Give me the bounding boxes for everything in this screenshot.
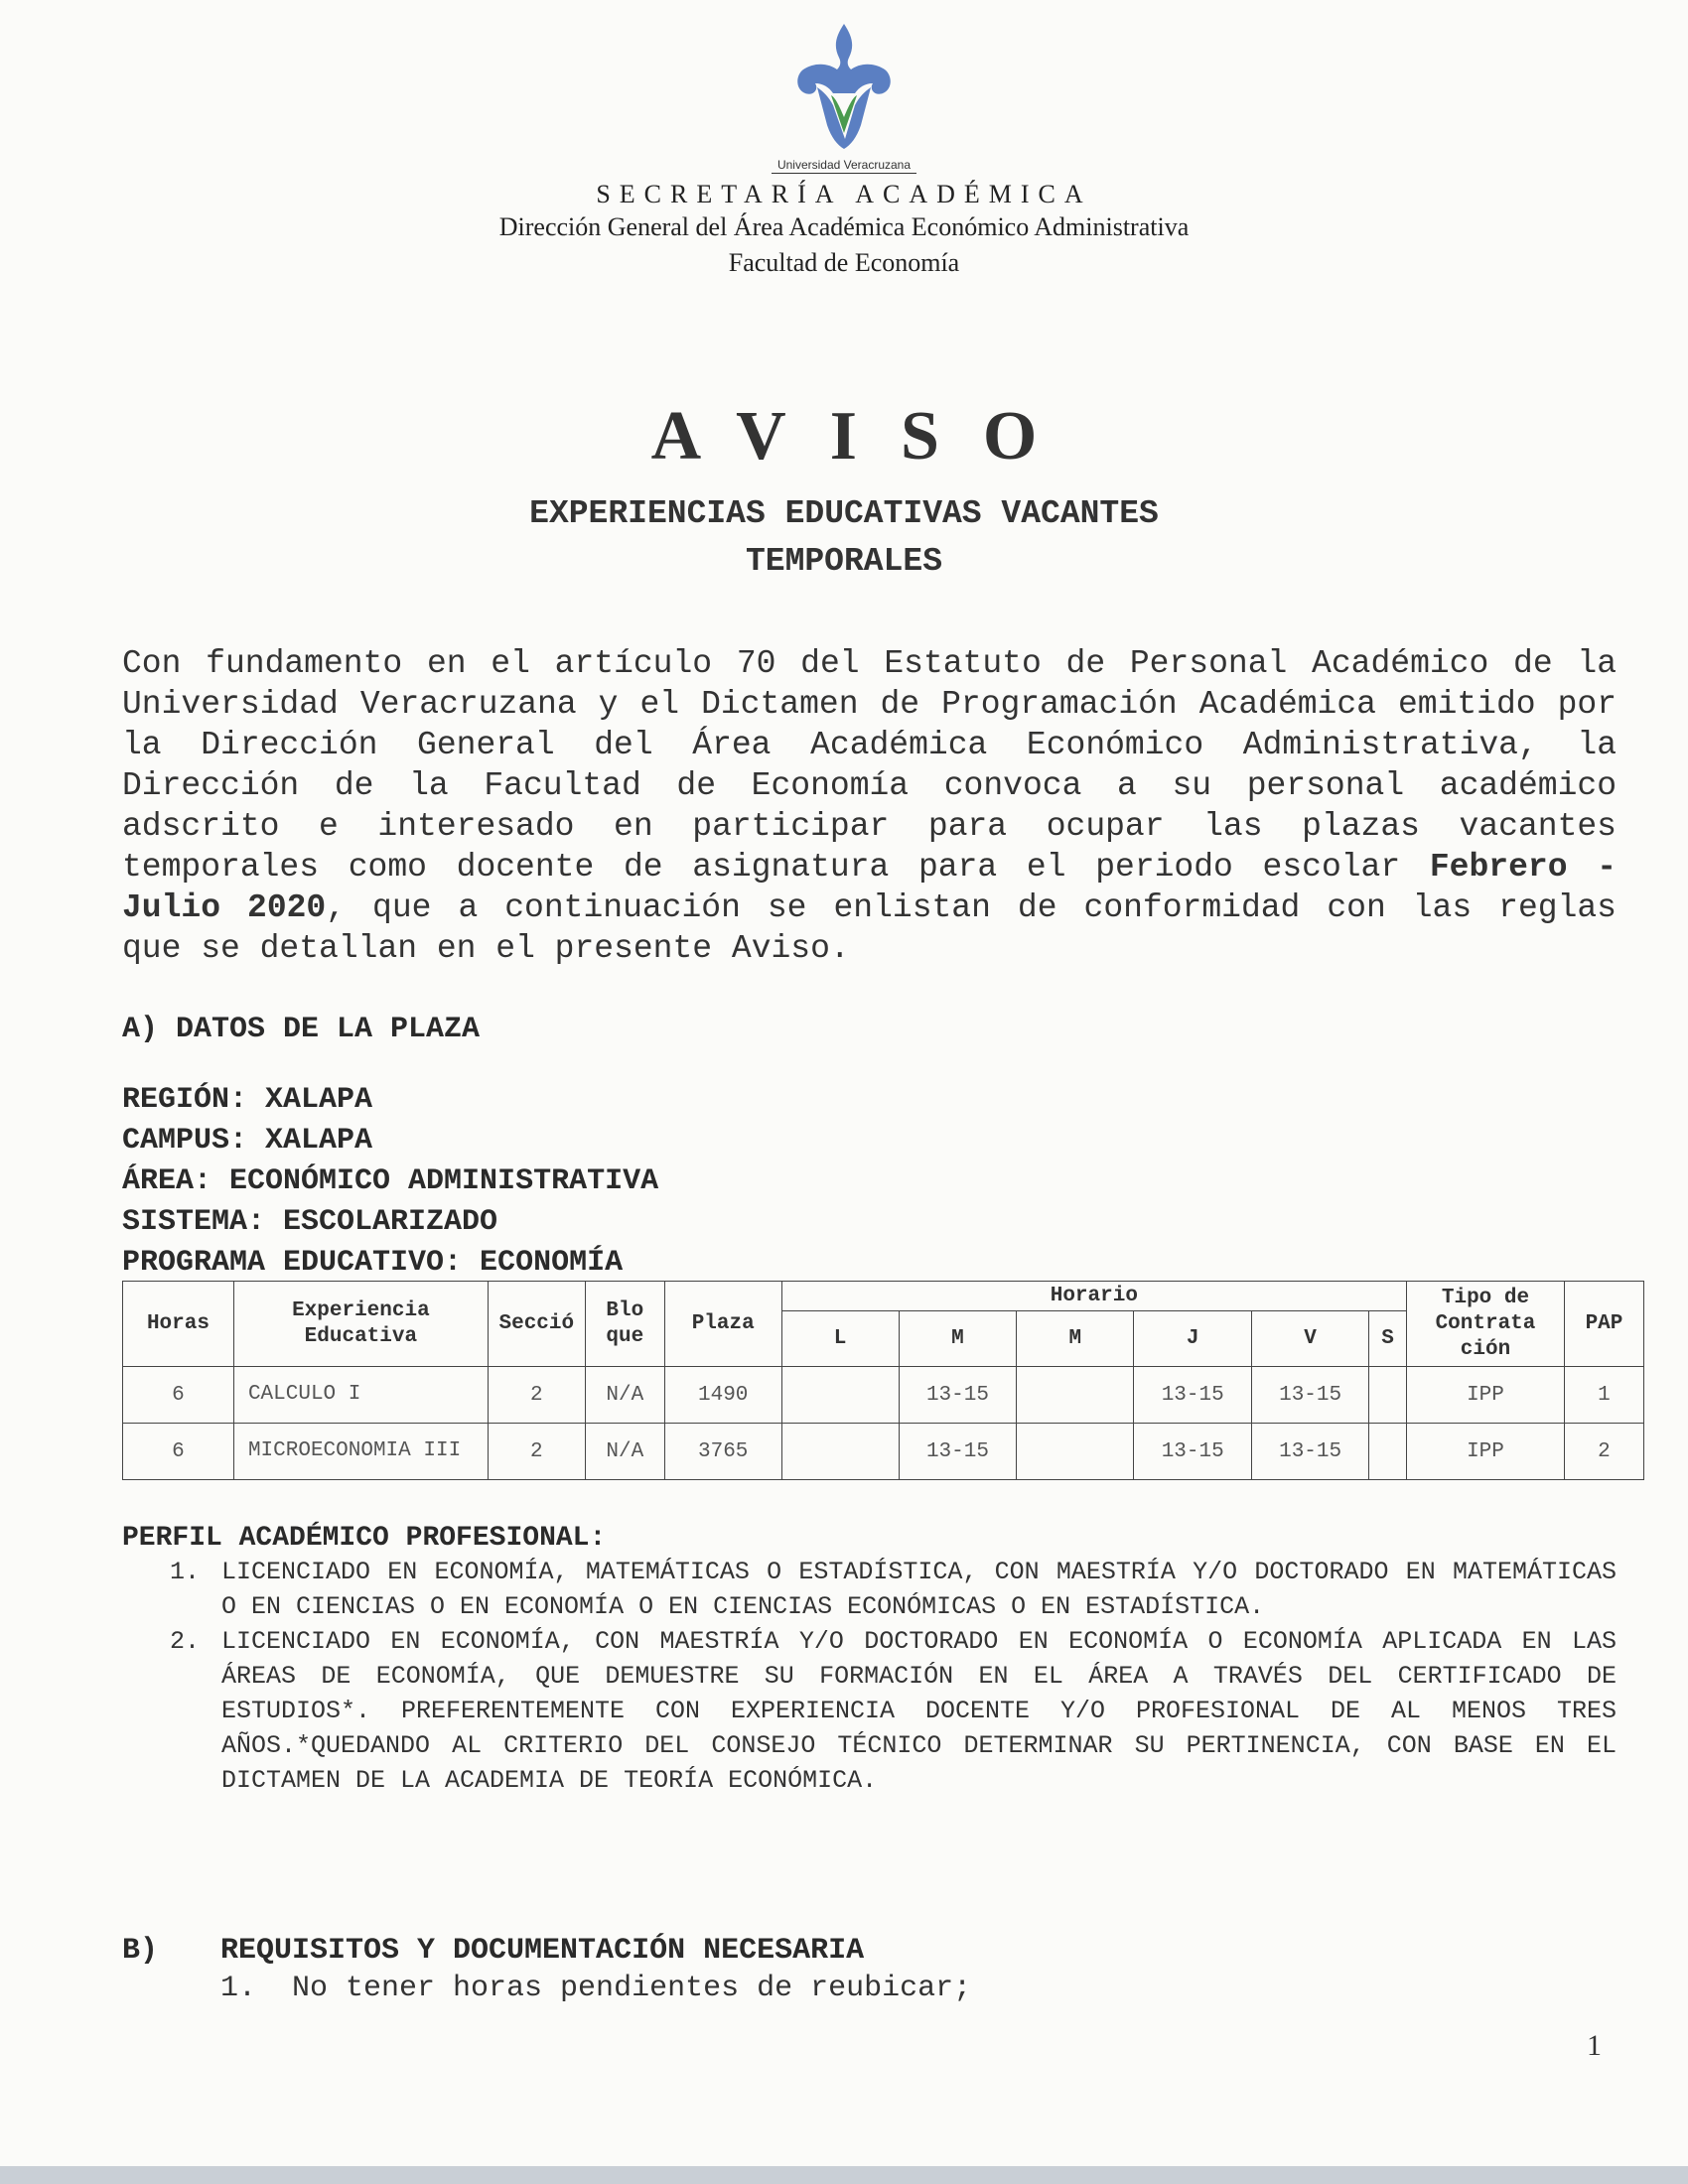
cell-bloque: N/A [585, 1367, 664, 1424]
cell-lunes [781, 1424, 899, 1480]
page-title: AVISO [650, 398, 1081, 475]
requisito-1: 1. No tener horas pendientes de reubicar; [220, 1972, 972, 2005]
cell-seccion: 2 [488, 1367, 585, 1424]
cell-jueves: 13-15 [1134, 1367, 1252, 1424]
perfil-list [122, 1555, 1617, 1798]
cell-tipo: IPP [1407, 1367, 1565, 1424]
cell-seccion: 2 [488, 1424, 585, 1480]
intro-period: Febrero - Julio 2020 [122, 849, 1617, 926]
cell-pap: 2 [1564, 1424, 1643, 1480]
cell-plaza: 3765 [664, 1424, 781, 1480]
cell-lunes [781, 1367, 899, 1424]
table-row [123, 1424, 1644, 1480]
list-item-text: LICENCIADO EN ECONOMÍA, CON MAESTRÍA Y/O DOCTORADO EN ECONOMÍA O ECONOMÍA APLICADA EN LAS ÁREAS DE ECONOMÍA, QUE DEMUESTRE SU FORMACIÓN EN EL ÁREA A TRAVÉS DEL CERTIFICADO DE ESTUDIOS*. PREFERENTEMENTE CON EXPERIENCIA DOCENTE Y/O PROFESIONAL DE AL MENOS TRES AÑOS.*QUEDANDO AL CRITERIO DEL CONSEJO TÉCNICO DETERMINAR SU PERTINENCIA, CON BASE EN EL DICTAMEN DE LA ACADEMIA DE TEORÍA ECONÓMICA. [221, 1627, 1617, 1795]
list-item-text: LICENCIADO EN ECONOMÍA, MATEMÁTICAS O ESTADÍSTICA, CON MAESTRÍA Y/O DOCTORADO EN MATEMÁTICAS O EN CIENCIAS O EN ECONOMÍA O EN CIENCIAS ECONÓMICAS O EN ESTADÍSTICA. [221, 1558, 1617, 1621]
header-experiencia: Experiencia Educativa [233, 1282, 488, 1367]
cell-viernes: 13-15 [1252, 1367, 1369, 1424]
header-day-l: L [781, 1311, 899, 1367]
section-a-heading: A) DATOS DE LA PLAZA [122, 1013, 481, 1046]
intro-text-2: , que a continuación se enlistan de conformidad con las reglas que se detallan en el presente Aviso. [122, 889, 1617, 967]
secretaria-academica: SECRETARÍA ACADÉMICA [596, 180, 1092, 208]
header-horario: Horario [781, 1282, 1406, 1311]
header-seccion: Secció [488, 1282, 585, 1367]
intro-paragraph [122, 643, 1617, 969]
section-b-heading: REQUISITOS Y DOCUMENTACIÓN NECESARIA [220, 1934, 865, 1968]
area: ÁREA: ECONÓMICO ADMINISTRATIVA [122, 1164, 659, 1198]
direccion-general: Dirección General del Área Académica Económico Administrativa [498, 212, 1190, 241]
header-horas: Horas [123, 1282, 234, 1367]
header-bloque: Blo que [585, 1282, 664, 1367]
header-day-mi: M [1017, 1311, 1134, 1367]
cell-sabado [1369, 1367, 1407, 1424]
cell-experiencia: CALCULO I [233, 1367, 488, 1424]
header-day-s: S [1369, 1311, 1407, 1367]
region: REGIÓN: XALAPA [122, 1083, 373, 1117]
cell-horas: 6 [123, 1367, 234, 1424]
university-logo-icon [789, 22, 899, 156]
list-item-number: 2. [170, 1627, 201, 1656]
cell-miercoles [1017, 1367, 1134, 1424]
letterhead [0, 22, 1688, 281]
list-item [122, 1555, 1617, 1624]
cell-tipo: IPP [1407, 1424, 1565, 1480]
plazas-table [122, 1281, 1644, 1480]
section-b-letter: B) [122, 1934, 159, 1968]
subtitle-line-1: EXPERIENCIAS EDUCATIVAS VACANTES [529, 495, 1159, 532]
subtitle [0, 490, 1688, 586]
university-name: Universidad Veracruzana [772, 158, 916, 174]
perfil-heading: PERFIL ACADÉMICO PROFESIONAL: [122, 1523, 607, 1554]
scan-edge [0, 2166, 1688, 2184]
plaza-metadata [122, 1080, 658, 1284]
cell-martes: 13-15 [899, 1424, 1017, 1480]
list-item [122, 1624, 1617, 1798]
cell-martes: 13-15 [899, 1367, 1017, 1424]
list-item-number: 1. [170, 1558, 201, 1586]
intro-text-1: Con fundamento en el artículo 70 del Estatuto de Personal Académico de la Universidad Veracruzana y el Dictamen de Programación Académica emitido por la Dirección General del Área Académica Económico Administrativa, la Dirección de la Facultad de Economía convoca a su personal académico adscrito e interesado en participar para ocupar las plazas vacantes temporales como docente de asignatura para el periodo escolar [122, 645, 1617, 886]
header-plaza: Plaza [664, 1282, 781, 1367]
page-number: 1 [1587, 2029, 1602, 2062]
campus: CAMPUS: XALAPA [122, 1124, 373, 1158]
cell-bloque: N/A [585, 1424, 664, 1480]
header-day-m: M [899, 1311, 1017, 1367]
facultad: Facultad de Economía [728, 248, 960, 277]
cell-sabado [1369, 1424, 1407, 1480]
programa-educativo: PROGRAMA EDUCATIVO: ECONOMÍA [122, 1246, 624, 1280]
header-day-j: J [1134, 1311, 1252, 1367]
cell-horas: 6 [123, 1424, 234, 1480]
subtitle-line-2: TEMPORALES [745, 543, 943, 580]
table-row [123, 1367, 1644, 1424]
cell-miercoles [1017, 1424, 1134, 1480]
cell-pap: 1 [1564, 1367, 1643, 1424]
header-tipo-contratacion: Tipo de Contrata ción [1407, 1282, 1565, 1367]
sistema: SISTEMA: ESCOLARIZADO [122, 1205, 498, 1239]
cell-viernes: 13-15 [1252, 1424, 1369, 1480]
cell-experiencia: MICROECONOMIA III [233, 1424, 488, 1480]
header-pap: PAP [1564, 1282, 1643, 1367]
cell-jueves: 13-15 [1134, 1424, 1252, 1480]
header-day-v: V [1252, 1311, 1369, 1367]
cell-plaza: 1490 [664, 1367, 781, 1424]
